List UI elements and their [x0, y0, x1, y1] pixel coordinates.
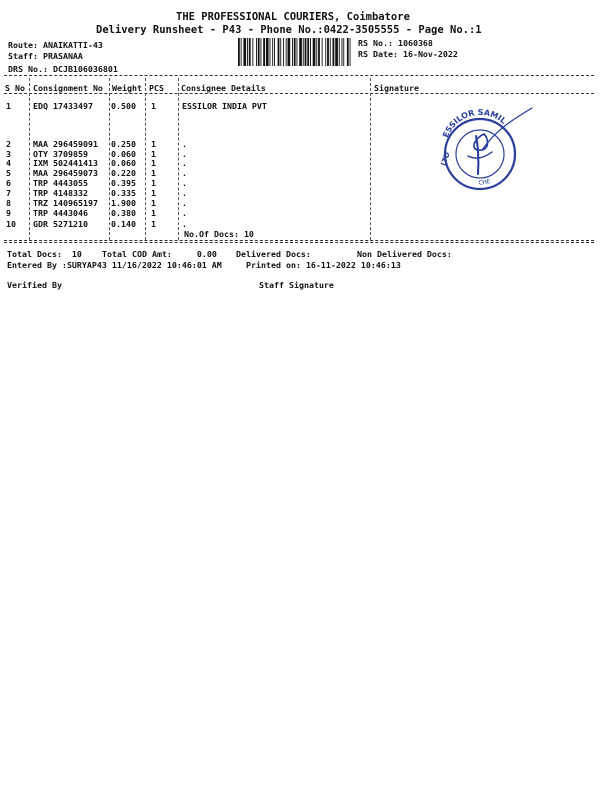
total-docs: Total Docs: 10 [7, 249, 82, 259]
delivered-docs: Delivered Docs: [236, 249, 311, 259]
staff-label: Staff: PRASANAA [8, 51, 83, 61]
table-top-rule [4, 75, 594, 76]
row-consignment: OTY 3709859 [33, 149, 88, 159]
column-divider [370, 78, 371, 240]
row-pcs: 1 [151, 149, 156, 159]
column-divider [109, 78, 110, 240]
row-sno: 6 [6, 178, 11, 188]
row-sno: 8 [6, 198, 11, 208]
row-pcs: 1 [151, 168, 156, 178]
row-consignment: IXM 502441413 [33, 158, 98, 168]
row-sno: 9 [6, 208, 11, 218]
row-pcs: 1 [151, 208, 156, 218]
row-sno: 3 [6, 149, 11, 159]
company-stamp [432, 100, 536, 192]
verified-by: Verified By [7, 280, 62, 290]
row-weight: 0.500 [111, 101, 136, 111]
column-divider [29, 78, 30, 240]
row-sno: 5 [6, 168, 11, 178]
column-divider [178, 78, 179, 240]
row-sno: 2 [6, 139, 11, 149]
header-consignment: Consignment No [33, 83, 103, 93]
row-consignment: TRP 4148332 [33, 188, 88, 198]
row-consignee: . [182, 158, 187, 168]
drs-number: DRS No.: DCJB106036801 [8, 64, 118, 74]
row-consignee: . [182, 168, 187, 178]
row-consignee: ESSILOR INDIA PVT [182, 101, 267, 111]
row-consignment: TRP 4443046 [33, 208, 88, 218]
row-consignee: . [182, 139, 187, 149]
route-label: Route: ANAIKATTI-43 [8, 40, 103, 50]
row-pcs: 1 [151, 219, 156, 229]
row-pcs: 1 [151, 158, 156, 168]
row-sno: 10 [6, 219, 16, 229]
svg-text:CHE [478, 178, 491, 187]
stamp-top-text: ESSILOR SAMIL [441, 107, 508, 139]
row-consignee: . [182, 178, 187, 188]
row-weight: 0.060 [111, 158, 136, 168]
row-weight: 0.250 [111, 139, 136, 149]
row-weight: 1.900 [111, 198, 136, 208]
barcode-image [238, 38, 352, 66]
table-bottom-rule [4, 240, 594, 241]
row-consignment: MAA 296459091 [33, 139, 98, 149]
header-sno: S No [5, 83, 25, 93]
row-sno: 1 [6, 101, 11, 111]
row-consignment: MAA 296459073 [33, 168, 98, 178]
row-consignment: TRZ 140965197 [33, 198, 98, 208]
no-of-docs: No.Of Docs: 10 [184, 229, 254, 239]
row-consignee: . [182, 208, 187, 218]
printed-on: Printed on: 16-11-2022 10:46:13 [246, 260, 401, 270]
company-title: THE PROFESSIONAL COURIERS, Coimbatore [176, 11, 410, 23]
row-weight: 0.395 [111, 178, 136, 188]
row-consignee: . [182, 219, 187, 229]
runsheet-title: Delivery Runsheet - P43 - Phone No.:0422-3505555 - Page No.:1 [96, 24, 482, 36]
row-weight: 0.060 [111, 149, 136, 159]
row-consignee: . [182, 198, 187, 208]
row-weight: 0.140 [111, 219, 136, 229]
rs-date: RS Date: 16-Nov-2022 [358, 49, 458, 59]
row-weight: 0.380 [111, 208, 136, 218]
header-signature: Signature [374, 83, 419, 93]
stamp-bottom-text: CHE [478, 177, 492, 187]
row-sno: 4 [6, 158, 11, 168]
row-pcs: 1 [151, 188, 156, 198]
stamp-left-text: LTD [439, 151, 452, 167]
row-consignment: GDR 5271210 [33, 219, 88, 229]
header-weight: Weight [112, 83, 142, 93]
row-pcs: 1 [151, 101, 156, 111]
row-consignee: . [182, 149, 187, 159]
total-cod: Total COD Amt: 0.00 [102, 249, 217, 259]
table-header-rule [4, 93, 594, 94]
row-pcs: 1 [151, 139, 156, 149]
summary-rule [4, 242, 594, 243]
row-weight: 0.220 [111, 168, 136, 178]
non-delivered-docs: Non Delivered Docs: [357, 249, 452, 259]
row-sno: 7 [6, 188, 11, 198]
row-consignee: . [182, 188, 187, 198]
row-pcs: 1 [151, 198, 156, 208]
row-weight: 0.335 [111, 188, 136, 198]
staff-signature: Staff Signature [259, 280, 334, 290]
row-pcs: 1 [151, 178, 156, 188]
row-consignment: TRP 4443055 [33, 178, 88, 188]
column-divider [145, 78, 146, 240]
row-consignment: EDQ 17433497 [33, 101, 93, 111]
header-consignee: Consignee Details [181, 83, 266, 93]
entered-by: Entered By :SURYAP43 11/16/2022 10:46:01 AM [7, 260, 222, 270]
header-pcs: PCS [149, 83, 164, 93]
rs-number: RS No.: 1060368 [358, 38, 433, 48]
